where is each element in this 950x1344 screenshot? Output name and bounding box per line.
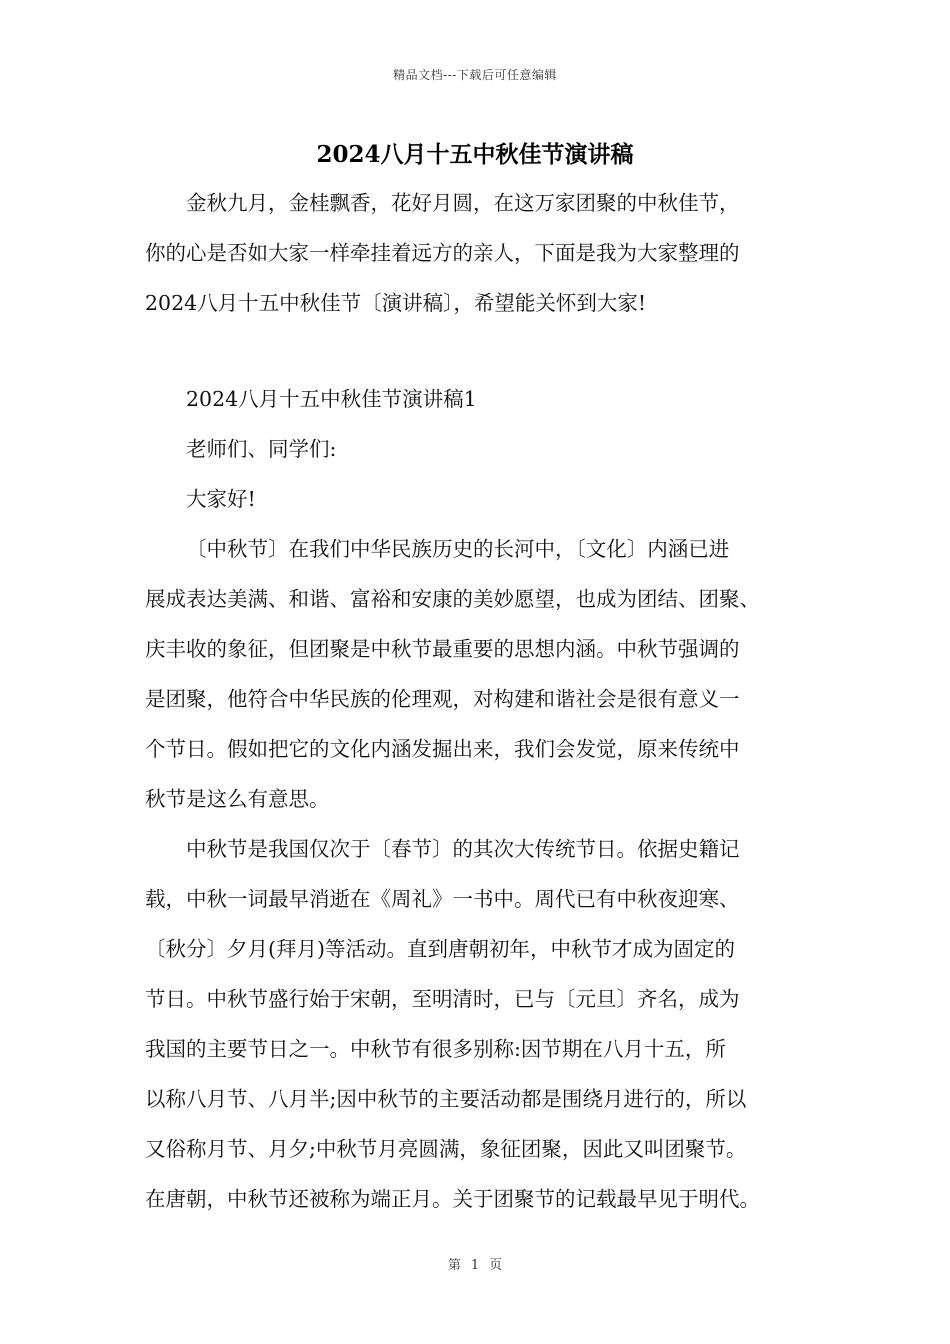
para1-line-5: 个节日。假如把它的文化内涵发掘出来，我们会发觉，原来传统中 <box>145 737 740 761</box>
intro-paragraph <box>145 178 815 328</box>
hello-line: 大家好! <box>186 487 256 511</box>
para1-line-1: 〔中秋节〕在我们中华民族历史的长河中，〔文化〕内涵已进 <box>186 537 730 561</box>
para1-line-3: 庆丰收的象征，但团聚是中秋节最重要的思想内涵。中秋节强调的 <box>145 637 740 661</box>
paragraph-mid-autumn-history <box>145 824 815 1224</box>
para1-line-4: 是团聚，他符合中华民族的伦理观，对构建和谐社会是很有意义一 <box>145 687 740 711</box>
document-title: 2024八月十五中秋佳节演讲稿 <box>316 141 634 168</box>
para2-line-7: 又俗称月节、月夕;中秋节月亮圆满，象征团聚，因此又叫团聚节。 <box>145 1137 747 1161</box>
page-header: 精品文档---下载后可任意编辑 <box>393 68 557 82</box>
para1-line-6: 秋节是这么有意思。 <box>145 787 330 811</box>
para2-line-1: 中秋节是我国仅次于〔春节〕的其次大传统节日。依据史籍记 <box>186 837 740 861</box>
greeting-line: 老师们、同学们: <box>186 437 337 461</box>
page-number-suffix: 页 <box>489 1258 503 1273</box>
page-footer <box>0 1254 950 1273</box>
paragraph-mid-autumn-meaning <box>145 524 815 824</box>
paragraph-gap <box>145 328 815 374</box>
intro-line-2: 你的心是否如大家一样牵挂着远方的亲人，下面是我为大家整理的 <box>145 241 740 265</box>
para2-line-6: 以称八月节、八月半;因中秋节的主要活动都是围绕月进行的，所以 <box>145 1087 747 1111</box>
para2-line-8: 在唐朝，中秋节还被称为端正月。关于团聚节的记载最早见于明代。 <box>145 1187 760 1211</box>
para2-line-3: 〔秋分〕夕月(拜月)等活动。直到唐朝初年，中秋节才成为固定的 <box>145 937 735 961</box>
document-body <box>145 178 815 1224</box>
section-heading: 2024八月十五中秋佳节演讲稿1 <box>186 387 477 411</box>
intro-line-3: 2024八月十五中秋佳节〔演讲稿〕，希望能关怀到大家! <box>145 291 647 315</box>
para1-line-2: 展成表达美满、和谐、富裕和安康的美妙愿望，也成为团结、团聚、 <box>145 587 760 611</box>
para2-line-4: 节日。中秋节盛行始于宋朝，至明清时，已与〔元旦〕齐名，成为 <box>145 987 740 1011</box>
page-number-prefix: 第 <box>447 1258 461 1273</box>
para2-line-5: 我国的主要节日之一。中秋节有很多别称:因节期在八月十五，所 <box>145 1037 726 1061</box>
page-number: 1 <box>470 1258 480 1273</box>
para2-line-2: 载，中秋一词最早消逝在《周礼》一书中。周代已有中秋夜迎寒、 <box>145 887 740 911</box>
intro-line-1: 金秋九月，金桂飘香，花好月圆，在这万家团聚的中秋佳节， <box>186 191 740 215</box>
